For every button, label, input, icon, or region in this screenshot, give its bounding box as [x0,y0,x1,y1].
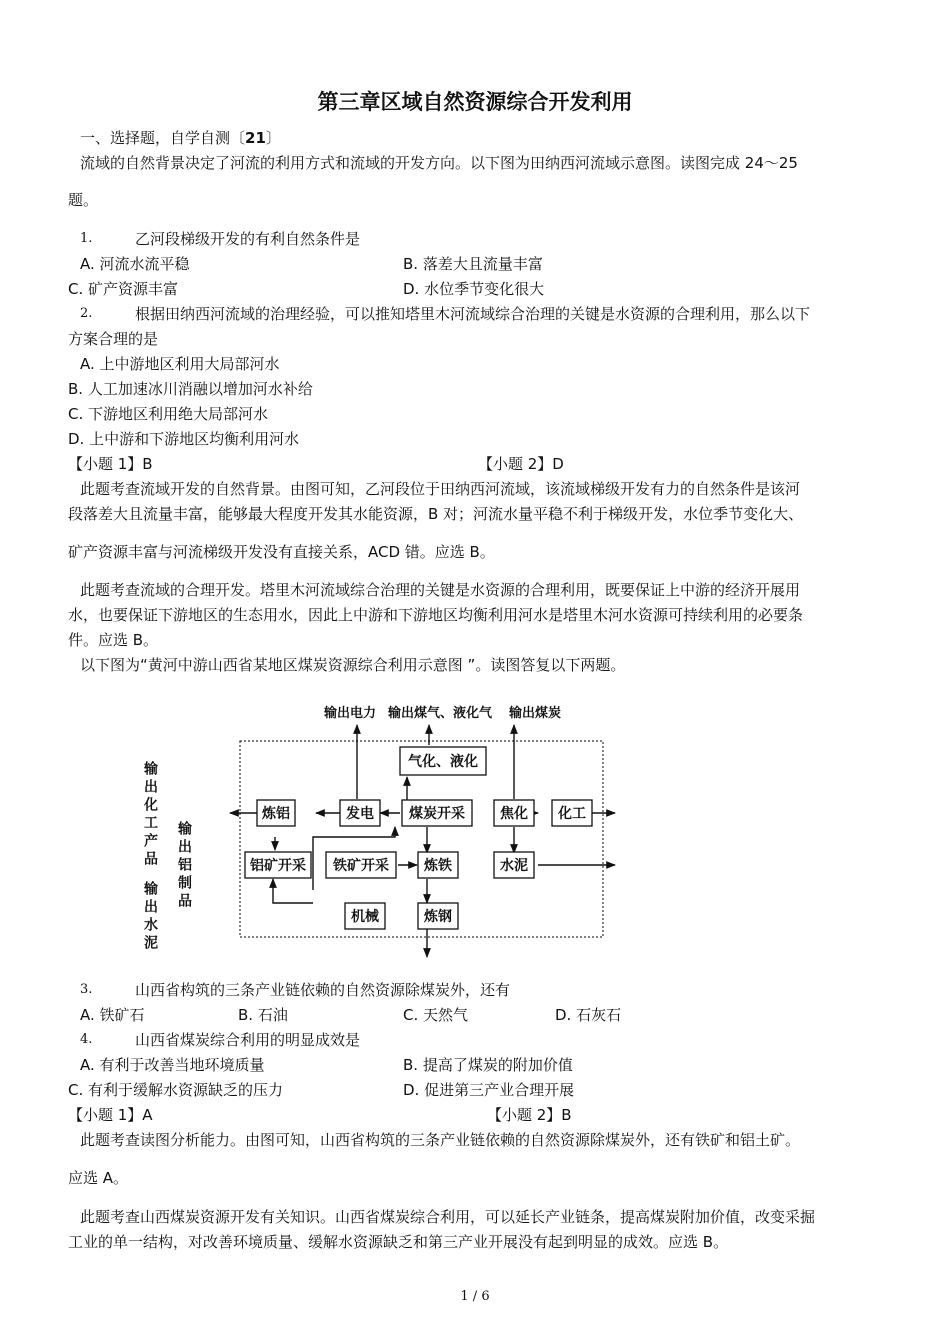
box-coal-mining: 煤炭开采 [409,806,465,822]
box-power: 发电 [346,806,374,822]
q4-option-c: C. 有利于缓解水资源缺乏的压力 [68,1081,284,1099]
q3-option-b: B. 石油 [238,1006,288,1024]
q4-option-a: A. 有利于改善当地环境质量 [80,1056,265,1074]
q2-option-b: B. 人工加速冰川消融以增加河水补给 [68,380,313,398]
group1-intro-line2: 题。 [68,191,99,209]
group2-answer-2: 【小题 2】B [487,1106,572,1124]
section-prefix: 一、选择题，自学自测〔 [80,129,246,147]
group1-explain1-line3: 矿产资源丰富与河流梯级开发没有直接关系，ACD 错。应选 B。 [68,543,495,561]
group1-answer-2: 【小题 2】D [478,455,564,473]
q3-text: 山西省构筑的三条产业链依赖的自然资源除煤炭外，还有 [135,981,511,999]
group2-explain2-line2: 工业的单一结构，对改善环境质量、缓解水资源缺乏和第三产业开展没有起到明显的成效。应选 B。 [68,1233,729,1251]
group2-explain2-line1: 此题考查山西煤炭资源开发有关知识。山西省煤炭综合利用，可以延长产业链条，提高煤炭附加价值，改变采掘 [80,1208,816,1226]
box-cement: 水泥 [500,858,528,874]
label-output-aluminum: 输出铝制品 [176,821,192,911]
group1-intro-line1: 流域的自然背景决定了河流的利用方式和流域的开发方向。以下图为田纳西河流域示意图。读图完成 24～25 [80,154,798,172]
q1-option-b: B. 落差大且流量丰富 [403,255,543,273]
q4-number: 4. [80,1032,93,1047]
q2-text-line1: 根据田纳西河流域的治理经验，可以推知塔里木河流域综合治理的关键是水资源的合理利用，那么以下 [135,305,811,323]
box-machinery: 机械 [351,909,379,925]
label-output-gas: 输出煤气、液化气 [387,706,493,721]
coal-utilization-diagram [130,695,630,965]
group1-explain2-line3: 件。应选 B。 [68,631,159,649]
q1-option-d: D. 水位季节变化很大 [403,280,545,298]
q2-option-c: C. 下游地区利用绝大局部河水 [68,405,269,423]
q3-number: 3. [80,982,93,997]
section-count: 21 [245,129,266,147]
q1-text: 乙河段梯级开发的有利自然条件是 [135,230,361,248]
q2-text-line2: 方案合理的是 [68,330,159,348]
box-bauxite: 铝矿开采 [250,858,306,874]
group2-explain1-line2: 应选 A。 [68,1169,129,1187]
group2-answer-1: 【小题 1】A [68,1106,153,1124]
q2-option-a: A. 上中游地区利用大局部河水 [80,355,280,373]
box-smelt-al: 炼铝 [262,806,290,822]
group1-answer-1: 【小题 1】B [68,455,153,473]
q4-option-b: B. 提高了煤炭的附加价值 [403,1056,573,1074]
label-output-power: 输出电力 [323,706,377,721]
group1-explain1-line2: 段落差大且流量丰富，能够最大程度开发其水能资源，B 对；河流水量平稳不利于梯级开发，水位季节变化大、 [68,505,804,523]
q3-option-c: C. 天然气 [403,1006,469,1024]
group1-explain1-line1: 此题考查流域开发的自然背景。由图可知，乙河段位于田纳西河流域，该流域梯级开发有力的自然条件是该河 [80,480,801,498]
group2-intro: 以下图为“黄河中游山西省某地区煤炭资源综合利用示意图 ”。读图答复以下两题。 [80,656,626,674]
box-gasify: 气化、液化 [408,754,478,770]
box-steel: 炼钢 [424,909,452,925]
section-suffix: 〕 [265,129,281,147]
section-heading [80,128,281,148]
box-chem: 化工 [558,806,586,822]
box-iron-ore: 铁矿开采 [333,858,389,874]
page-title: 第三章区域自然资源综合开发利用 [317,90,633,114]
q2-option-d: D. 上中游和下游地区均衡利用河水 [68,430,300,448]
q1-number: 1. [80,231,93,246]
q3-option-d: D. 石灰石 [555,1006,622,1024]
q1-option-a: A. 河流水流平稳 [80,255,190,273]
label-output-cement: 输出水泥 [142,881,158,953]
q1-option-c: C. 矿产资源丰富 [68,280,179,298]
label-output-coal: 输出煤炭 [508,706,562,721]
q4-text: 山西省煤炭综合利用的明显成效是 [135,1031,361,1049]
group1-explain2-line2: 水，也要保证下游地区的生态用水，因此上中游和下游地区均衡利用河水是塔里木河水资源可持续利用的必要条 [68,606,804,624]
label-output-chemicals: 输出化工产品 [142,761,158,869]
q3-option-a: A. 铁矿石 [80,1006,145,1024]
q2-number: 2. [80,306,93,321]
box-coking: 焦化 [500,806,528,822]
q4-option-d: D. 促进第三产业合理开展 [403,1081,575,1099]
box-iron: 炼铁 [424,858,452,874]
group1-explain2-line1: 此题考查流域的合理开发。塔里木河流域综合治理的关键是水资源的合理利用，既要保证上中游的经济开展用 [80,581,801,599]
page-footer: 1 / 6 [460,1289,490,1304]
group2-explain1-line1: 此题考查读图分析能力。由图可知，山西省构筑的三条产业链依赖的自然资源除煤炭外，还有铁矿和铝土矿。 [80,1131,801,1149]
